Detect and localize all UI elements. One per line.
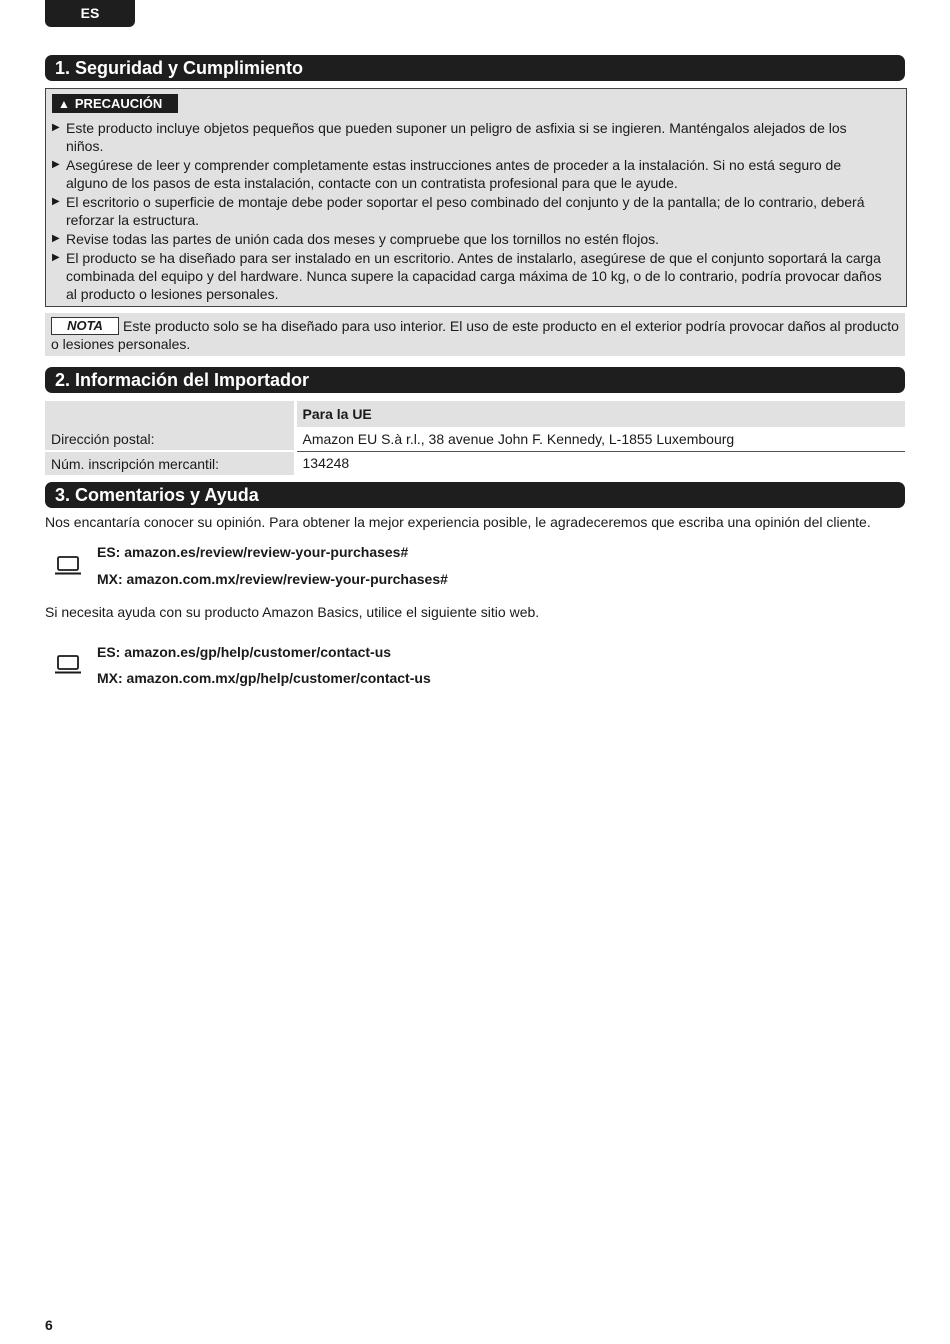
caution-box: [45, 88, 907, 307]
caution-item: [52, 249, 887, 303]
review-link-mx[interactable]: MX: amazon.com.mx/review/review-your-purchases#: [97, 571, 448, 587]
caution-item-text: Asegúrese de leer y comprender completamente estas instrucciones antes de proceder a la instalación. Si no está seguro de alguno de los pasos de esta instalación, contacte con un contratista profesional para que le ayude.: [66, 157, 842, 191]
caution-item: [52, 193, 887, 229]
table-header-row: [45, 401, 905, 427]
caution-item-text: El escritorio o superficie de montaje debe poder soportar el peso combinado del conjunto y de la pantalla; de lo contrario, deberá reforzar la estructura.: [66, 194, 865, 228]
section-title-safety: 1. Seguridad y Cumplimiento: [45, 55, 905, 81]
triangle-bullet-icon: ▶: [52, 159, 60, 170]
triangle-bullet-icon: ▶: [52, 122, 60, 133]
section-title-importer: 2. Información del Importador: [45, 367, 905, 393]
help-intro: Si necesita ayuda con su producto Amazon Basics, utilice el siguiente sitio web.: [45, 604, 540, 620]
review-link-es[interactable]: ES: amazon.es/review/review-your-purchases#: [97, 544, 409, 560]
triangle-bullet-icon: ▶: [52, 196, 60, 207]
table-header-eu: Para la UE: [295, 401, 905, 427]
note-box: [45, 313, 905, 356]
table-header-empty: [45, 401, 295, 427]
section-title-feedback: 3. Comentarios y Ayuda: [45, 482, 905, 508]
language-tab: ES: [45, 0, 135, 27]
caution-label-text: PRECAUCIÓN: [74, 96, 163, 111]
feedback-intro: Nos encantaría conocer su opinión. Para obtener la mejor experiencia posible, le agradeceremos que escriba una opinión del cliente.: [45, 514, 871, 530]
caution-label: [52, 94, 178, 113]
table-cell-value: 134248: [295, 451, 905, 475]
help-link-mx[interactable]: MX: amazon.com.mx/gp/help/customer/contact-us: [97, 670, 431, 686]
importer-table: [45, 401, 905, 475]
caution-item-text: Revise todas las partes de unión cada dos meses y compruebe que los tornillos no estén flojos.: [66, 231, 660, 247]
help-link-es[interactable]: ES: amazon.es/gp/help/customer/contact-us: [97, 644, 392, 660]
caution-item: [52, 119, 887, 155]
caution-item: [52, 230, 887, 248]
caution-item-text: Este producto incluye objetos pequeños que pueden suponer un peligro de asfixia si se ingieren. Manténgalos alejados de los niños.: [66, 120, 847, 154]
note-label: NOTA: [51, 317, 119, 335]
laptop-icon: [55, 556, 81, 576]
triangle-bullet-icon: ▶: [52, 252, 60, 263]
note-text: Este producto solo se ha diseñado para uso interior. El uso de este producto en el exterior podría provocar daños al producto o lesiones personales.: [51, 318, 899, 352]
triangle-bullet-icon: ▶: [52, 233, 60, 244]
warning-triangle-icon: ▲: [58, 97, 70, 111]
caution-item-text: El producto se ha diseñado para ser instalado en un escritorio. Antes de instalarlo, asegúrese de que el conjunto soportará la carga combinada del equipo y del hardware. Nunca supere la capacidad carga máxima de 10 kg, o de lo contrario, podría provocar daños al producto o lesiones personales.: [66, 250, 882, 302]
caution-item: [52, 156, 887, 192]
table-row: [45, 451, 905, 475]
table-cell-label: Dirección postal:: [45, 427, 295, 451]
laptop-icon: [55, 655, 81, 675]
table-cell-value: Amazon EU S.à r.l., 38 avenue John F. Kennedy, L-1855 Luxembourg: [295, 427, 905, 451]
table-cell-label: Núm. inscripción mercantil:: [45, 451, 295, 475]
caution-list: [52, 119, 887, 304]
page-number: 6: [45, 1317, 53, 1333]
table-row: [45, 427, 905, 451]
